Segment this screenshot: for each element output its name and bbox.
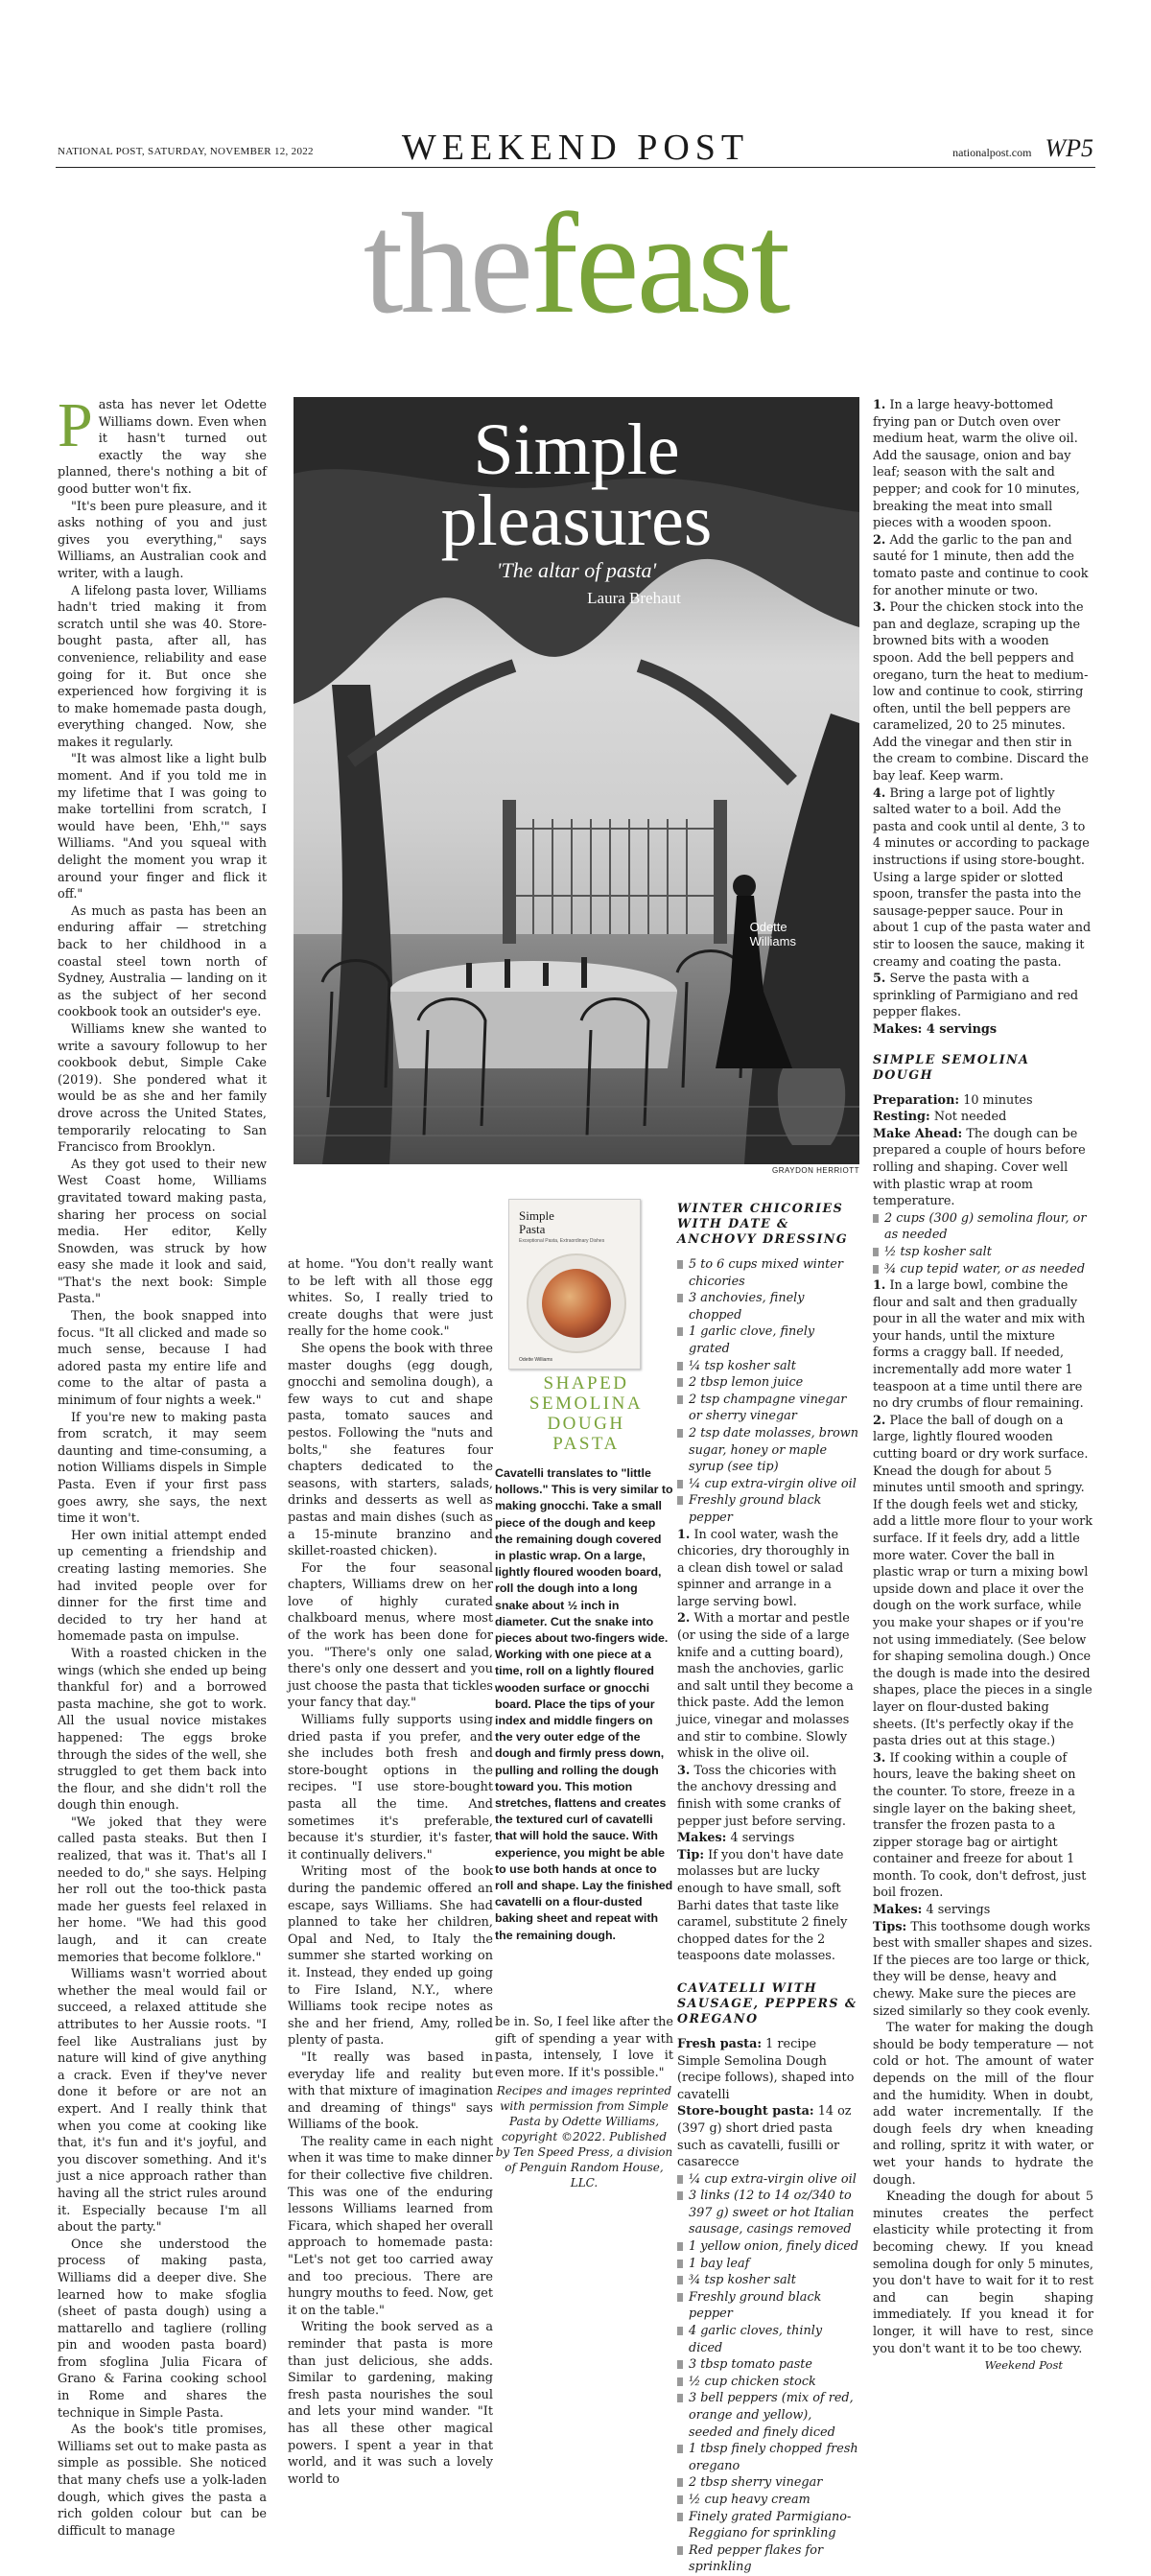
- recipe-step: 2. Place the ball of dough on a large, lightly floured wooden cutting board or dry work surface. Knead the dough for about 5 minutes until smooth and springy. If the dough feels wet and sticky, add a little more flour to your work surface. If it feels dry, add a little more water. Cover the ball in plastic wrap or turn a mixing bowl upside down and place it over the dough on the work surface, while you make your shapes or if you're not using immediately. (See below for shaping semolina dough.) Once the dough is made into the desired shapes, place the pieces in a single layer on flour-dusted baking sheets. (It's perfectly okay if the pasta dries out at this stage.): [873, 1413, 1093, 1749]
- section-title-feast: feast: [530, 184, 788, 343]
- ingredient: 1 tbsp finely chopped fresh oregano: [677, 2441, 859, 2474]
- recipe-step: 3. Pour the chicken stock into the pan and deglaze, scraping up the browned bits with a wooden spoon. Add the bell peppers and oregano, turn the heat to medium-low and continue to cook, stirring often, until the bell peppers are caramelized, 20 to 25 minutes. Add the vinegar and then stir in the cream to combine. Discard the bay leaf. Keep warm.: [873, 600, 1089, 785]
- pasta-dish-image: [542, 1269, 611, 1338]
- ingredient: 2 tbsp lemon juice: [677, 1374, 859, 1392]
- article-paragraph: As much as pasta has been an enduring affair — stretching back to her childhood in a coastal steel town north of Sydney, Australia — landing on it as the subject of her second cookbook took an outsider's eye.: [58, 903, 267, 1020]
- article-paragraph: Williams fully supports using dried pasta if you prefer, and she includes both fresh and store-bought options in the recipes. "I use store-bought pasta all the time. And sometimes it's preferable, because it's sturdier, it's faster, it continually delivers.": [288, 1713, 493, 1862]
- article-paragraph: "It was almost like a light bulb moment. And if you told me in my lifetime that I was going to make tortellini from scratch, I would have been, 'Ehh,'" says Williams. "And you squeal with delight the moment you wrap it around your finger and flick it off.": [58, 752, 267, 902]
- article-paragraph: Williams knew she wanted to write a savoury followup to her cookbook debut, Simple Cake (2019). She pondered what it would be as she and her family drove across the United States, temporarily relocating to San Francisco from Brooklyn.: [58, 1021, 267, 1156]
- recipe-tip-paragraph: The water for making the dough should be body temperature — not cold or hot. The amount of water depends on the mill of the flour and the humidity. When in doubt, add water incrementally. If the dough feels dry when kneading and rolling, spritz it with water, or wet your hands to hydrate the dough.: [873, 2021, 1093, 2188]
- feature-photo: [294, 397, 859, 1164]
- ingredient: 3 tbsp tomato paste: [677, 2356, 859, 2374]
- article-paragraph: Her own initial attempt ended up cementing a friendship and creating lasting memories. She had invited people over for dinner for the first time and decided to try her hand at homemade pasta on impulse.: [58, 1528, 267, 1645]
- photo-caption: Odette Williams: [749, 920, 796, 948]
- recipe-step: 2. With a mortar and pestle (or using the side of a large knife and a cutting board), mash the anchovies, garlic and salt until they become a thick paste. Add the lemon juice, vinegar and molasses and stir to combine. Slowly whisk in the olive oil.: [677, 1611, 854, 1762]
- recipe-tips: Tips: This toothsome dough works best with smaller shapes and sizes. If the pieces are too large or thick, they will be dense, heavy and chewy. Make sure the pieces are sized similarly so they cook evenly.: [873, 1919, 1092, 2019]
- ingredient: Freshly ground black pepper: [677, 2289, 859, 2323]
- recipe-resting: Resting: Not needed: [873, 1110, 1007, 1125]
- recipe-title: SIMPLE SEMOLINA DOUGH: [873, 1051, 1030, 1082]
- section-title-the: the: [363, 184, 531, 343]
- article-paragraph: The reality came in each night when it was time to make dinner for their collective five children. This was one of the enduring lessons Williams learned from Ficara, which shaped her overall approach to homemade pasta: "Let's not get too carried away and too precious. There are hungry mouths to feed. Now, get it on the table.": [288, 2134, 493, 2318]
- recipe-pasta-option: Fresh pasta: 1 recipe Simple Semolina Dough (recipe follows), shaped into cavatelli: [677, 2036, 855, 2102]
- ingredient: ¼ tsp kosher salt: [677, 1358, 859, 1375]
- recipe-column-right: [873, 397, 1093, 2373]
- ingredient: 1 garlic clove, finely grated: [677, 1323, 859, 1357]
- book-cover-author: Odette Williams: [519, 1357, 553, 1363]
- article-paragraph: As the book's title promises, Williams set out to make pasta as simple as possible. She noticed that many chefs use a yolk-laden dough, which gives the pasta a rich golden colour but can be difficult to manage: [58, 2423, 267, 2539]
- recipe-step: 1. In cool water, wash the chicories, dry thoroughly in a clean dish towel or salad spinner and arrange in a large serving bowl.: [677, 1527, 850, 1609]
- feature-subhead: 'The altar of pasta': [496, 558, 657, 582]
- sidebar-lead: Cavatelli translates to "little hollows.": [495, 1466, 651, 1497]
- feature-headline: Simple pleasures: [440, 410, 713, 561]
- ingredient: 2 tbsp sherry vinegar: [677, 2474, 859, 2492]
- article-paragraph: "It's been pure pleasure, and it asks nothing of you and just gives you everything," says Williams, an Australian cook and writer, with a laugh.: [58, 499, 267, 581]
- recipe-yield: Makes: 4 servings: [873, 1903, 991, 1918]
- recipe-step: 3. If cooking within a couple of hours, leave the baking sheet on the counter. To store, freeze in a single layer on the baking sheet, transfer the frozen pasta to a zipper storage bag or airtight container and freeze for about 1 month. To cook, don't defrost, just boil frozen.: [873, 1750, 1087, 1901]
- article-paragraph: A lifelong pasta lover, Williams hadn't tried making it from scratch until she was 40. Store-bought pasta, after all, has convenience, reliability and ease going for it. But once she experienced how forgiving it is to make homemade pasta dough, everything changed. Now, she makes it regularly.: [58, 583, 267, 750]
- article-paragraph: If you're new to making pasta from scratch, it may seem daunting and time-consuming, a notion Williams dispels in Simple Pasta. Even if your first pass goes awry, she says, the next time it won't.: [58, 1410, 267, 1527]
- ingredient: 1 bay leaf: [677, 2256, 859, 2273]
- section-signature: Weekend Post: [984, 2358, 1063, 2373]
- ingredient: 1 yellow onion, finely diced: [677, 2238, 859, 2256]
- byline: Laura Brehaut: [587, 589, 681, 607]
- article-paragraph: Then, the book snapped into focus. "It all clicked and made so much sense, because I had adored pasta my entire life and come to the altar of pasta a minimum of four nights a week.": [58, 1309, 267, 1409]
- reprint-credit: Recipes and images reprinted with permission from Simple Pasta by Odette Williams, copyright ©2022. Published by Ten Speed Press, a division of Penguin Random House, LLC.: [495, 2084, 673, 2190]
- ingredient: ½ cup chicken stock: [677, 2374, 859, 2391]
- ingredient: 2 cups (300 g) semolina flour, or as needed: [873, 1210, 1093, 1244]
- ingredient: ¼ cup extra-virgin olive oil: [677, 1476, 859, 1493]
- recipe-title: WINTER CHICORIES WITH DATE & ANCHOVY DRESSING: [677, 1201, 849, 1246]
- ingredient: 3 links (12 to 14 oz/340 to 397 g) sweet or hot Italian sausage, casings removed: [677, 2188, 859, 2238]
- masthead-rule: [56, 167, 1095, 168]
- ingredient: Red pepper flakes for sprinkling: [677, 2542, 859, 2576]
- article-paragraph: Writing the book served as a reminder that pasta is more than just delicious, she adds. Similar to gardening, making fresh pasta nourishes the soul and lets your mind wander. "It has all these other magical powers. I spent a year in that world, and it was such a lovely world to: [288, 2320, 493, 2487]
- article-paragraph: As they got used to their new West Coast home, Williams gravitated toward making pasta, sharing her process on social media. Her editor, Kelly Snowden, was struck by how easy she made it look and said, "That's the next book: Simple Pasta.": [58, 1157, 267, 1307]
- article-paragraph: Writing most of the book during the pandemic offered an escape, says Williams. She had planned to take her children, Opal and Ned, to Italy the summer she started working on it. Instead, they ended up going to Fire Island, N.Y., where Williams took recipe notes as she and her friend, Amy, rolled plenty of pasta.: [288, 1864, 493, 2049]
- recipe-step: 3. Toss the chicories with the anchovy dressing and finish with some cranks of pepper just before serving.: [677, 1763, 846, 1829]
- book-cover: [508, 1199, 641, 1370]
- ingredient: 2 tsp date molasses, brown sugar, honey or maple syrup (see tip): [677, 1425, 859, 1476]
- ingredient: ¾ tsp kosher salt: [677, 2272, 859, 2289]
- article-column-1: [58, 390, 267, 2539]
- article-paragraph: Pasta has never let Odette Williams down. Even when it hasn't turned out exactly the way she planned, there's nothing a bit of good butter won't fix.: [58, 390, 267, 497]
- article-paragraph: For the four seasonal chapters, Williams drew on her love of highly curated chalkboard menus, where most of the work has been done for you. "There's only one salad, there's only one dessert and you just choose the pasta that tickles your fancy that day.": [288, 1560, 493, 1711]
- recipe-prep-time: Preparation: 10 minutes: [873, 1092, 1033, 1108]
- ingredient: ½ cup heavy cream: [677, 2492, 859, 2509]
- article-column-2: [288, 1256, 493, 2487]
- article-paragraph: "It really was based in everyday life and reality but with that mixture of imagination and dreaming of things" says Williams of the book.: [288, 2049, 493, 2133]
- article-paragraph: be in. So, I feel like after the gift of spending a year with pasta, intensely, I love it even more. If it's possible.": [495, 2015, 673, 2080]
- recipe-tip: Tip: If you don't have date molasses but are lucky enough to have small, soft Barhi dates that taste like caramel, substitute 2 finely chopped dates for the 2 teaspoons date molasses.: [677, 1847, 848, 1964]
- article-paragraph: at home. "You don't really want to be left with all those egg whites. So, I really tried to create doughs that were just really for the home cook.": [288, 1257, 493, 1340]
- recipe-step: 4. Bring a large pot of lightly salted water to a boil. Add the pasta and cook until al dente, 3 to 4 minutes or according to package instructions if using store-bought. Using a large spider or slotted spoon, transfer the pasta into the sausage-pepper sauce. Pour in about 1 cup of the pasta water and stir to loosen the sauce, making it creamy and coating the pasta.: [873, 785, 1092, 970]
- masthead-dateline: NATIONAL POST, SATURDAY, NOVEMBER 12, 2022: [58, 146, 314, 157]
- book-cover-subtitle: Exceptional Pasta, Extraordinary Dishes: [519, 1238, 605, 1244]
- sidebar-body: [495, 1465, 673, 1944]
- article-paragraph: She opens the book with three master doughs (egg dough, gnocchi and semolina dough), a few ways to cut and shape pasta, tomato sauces and pestos. Following the "nuts and bolts," she features four chapters dedicated to the seasons, with starters, salads, drinks and desserts as well as pastas and main dishes (such as a 15-minute branzino and skillet-roasted chicken).: [288, 1341, 493, 1559]
- book-cover-title: Simple Pasta: [519, 1208, 554, 1236]
- ingredient: Finely grated Parmigiano-Reggiano for sprinkling: [677, 2509, 859, 2542]
- photo-credit: GRAYDON HERRIOTT: [772, 1166, 859, 1175]
- masthead-page-number: WP5: [1045, 134, 1093, 162]
- article-paragraph: Once she understood the process of making pasta, Williams did a deeper dive. She learned how to make sfoglia (sheet of pasta dough) using a mattarello and tagliere (rolling pin and wooden pasta board) from sfoglina Julia Ficara of Grano & Farina cooking school in Rome and shares the technique in Simple Pasta.: [58, 2236, 267, 2421]
- masthead-site: nationalpost.com: [952, 146, 1032, 159]
- sidebar-text: This is very similar to making gnocchi. Take a small piece of the dough and keep the remaining dough covered in plastic wrap. On a large, lightly floured wooden board, roll the dough into a long snake about ½ inch in diameter. Cut the snake into pieces about two-fingers wide. Working with one piece at a time, roll on a lightly floured wooden surface or gnocchi board. Place the tips of your index and middle fingers on the very outer edge of the dough and firmly press down, pulling and rolling the dough toward you. This motion stretches, flattens and creates the textured curl of cavatelli that will hold the sauce. With experience, you might be able to use both hands at once to roll and shape. Lay the finished cavatelli on a flour-dusted baking sheet and repeat with the remaining dough.: [495, 1483, 673, 1942]
- ingredient: 5 to 6 cups mixed winter chicories: [677, 1256, 859, 1290]
- ingredient: 3 bell peppers (mix of red, orange and yellow), seeded and finely diced: [677, 2390, 859, 2441]
- article-column-3-tail: [495, 2014, 673, 2190]
- recipe-column: [677, 1199, 859, 2575]
- article-paragraph: Williams wasn't worried about whether the meal would fail or succeed, a relaxed attitude she attributes to her Aussie roots. "I feel like Australians just by nature will kind of give anything a crack. Even if they've never done it before or are not an expert. And I really think that when you come at cooking like that, it's fun and it's joyful, and you discover something. And it's just a nice approach rather than having all the strict rules around it. Especially because I'm all about the party.": [58, 1967, 267, 2236]
- recipe-yield: Makes: 4 servings: [873, 1021, 998, 1037]
- recipe-step: 2. Add the garlic to the pan and sauté for 1 minute, then add the tomato paste and continue to cook for another minute or two.: [873, 532, 1089, 598]
- ingredient: Freshly ground black pepper: [677, 1492, 859, 1526]
- ingredient: ¾ cup tepid water, or as needed: [873, 1261, 1093, 1278]
- drop-cap: P: [58, 390, 93, 460]
- recipe-pasta-option: Store-bought pasta: 14 oz (397 g) short dried pasta such as cavatelli, fusilli or casarecce: [677, 2104, 852, 2170]
- article-paragraph: "We joked that they were called pasta steaks. But then I realized, that was it. That's all I needed to do," she says. Helping her roll out the too-thick pasta made her guests feel relaxed in her home. "We had this good laugh, and it can create memories that become folklore.": [58, 1815, 267, 1965]
- ingredient: 4 garlic cloves, thinly diced: [677, 2323, 859, 2356]
- ingredient: ¼ cup extra-virgin olive oil: [677, 2171, 859, 2189]
- ingredient: 2 tsp champagne vinegar or sherry vinegar: [677, 1392, 859, 1425]
- ingredient: 3 anchovies, finely chopped: [677, 1290, 859, 1323]
- masthead-section-title: WEEKEND POST: [401, 128, 750, 168]
- recipe-yield: Makes: 4 servings: [677, 1831, 795, 1846]
- article-paragraph: With a roasted chicken in the wings (which she ended up being thankful for) and a borrowed pasta machine, she got to work. All the usual novice mistakes happened: The eggs broke through the sides of the well, she struggled to get them back into the flour, and she didn't roll the dough thin enough.: [58, 1646, 267, 1814]
- recipe-make-ahead: Make Ahead: The dough can be prepared a couple of hours before rolling and shaping. Cover well with plastic wrap at room temperature.: [873, 1126, 1086, 1209]
- section-title: [0, 184, 1151, 343]
- recipe-tip-paragraph: Kneading the dough for about 5 minutes creates the perfect elasticity while protecting it from becoming chewy. If you knead semolina dough for only 5 minutes, you don't have to wait for it to rest and can begin shaping immediately. If you knead it for longer, it will have to rest, since you don't want it to be too chewy.: [873, 2190, 1093, 2356]
- recipe-step: 1. In a large heavy-bottomed frying pan or Dutch oven over medium heat, warm the olive oil. Add the sausage, onion and bay leaf; season with the salt and pepper; and cook for 10 minutes, breaking the meat into small pieces with a wooden spoon.: [873, 398, 1080, 531]
- recipe-step: 1. In a large bowl, combine the flour and salt and then gradually pour in all the water and mix with your hands, until the mixture forms a craggy ball. If needed, incrementally add more water 1 teaspoon at a time until there are no dry crumbs of flour remaining.: [873, 1278, 1086, 1412]
- masthead-right: [952, 134, 1093, 163]
- ingredient: ½ tsp kosher salt: [873, 1244, 1093, 1261]
- recipe-title: CAVATELLI WITH SAUSAGE, PEPPERS & OREGANO: [677, 1979, 857, 2026]
- sidebar-headline: SHAPED SEMOLINA DOUGH PASTA: [529, 1373, 644, 1454]
- recipe-step: 5. Serve the pasta with a sprinkling of Parmigiano and red pepper flakes.: [873, 972, 1079, 1020]
